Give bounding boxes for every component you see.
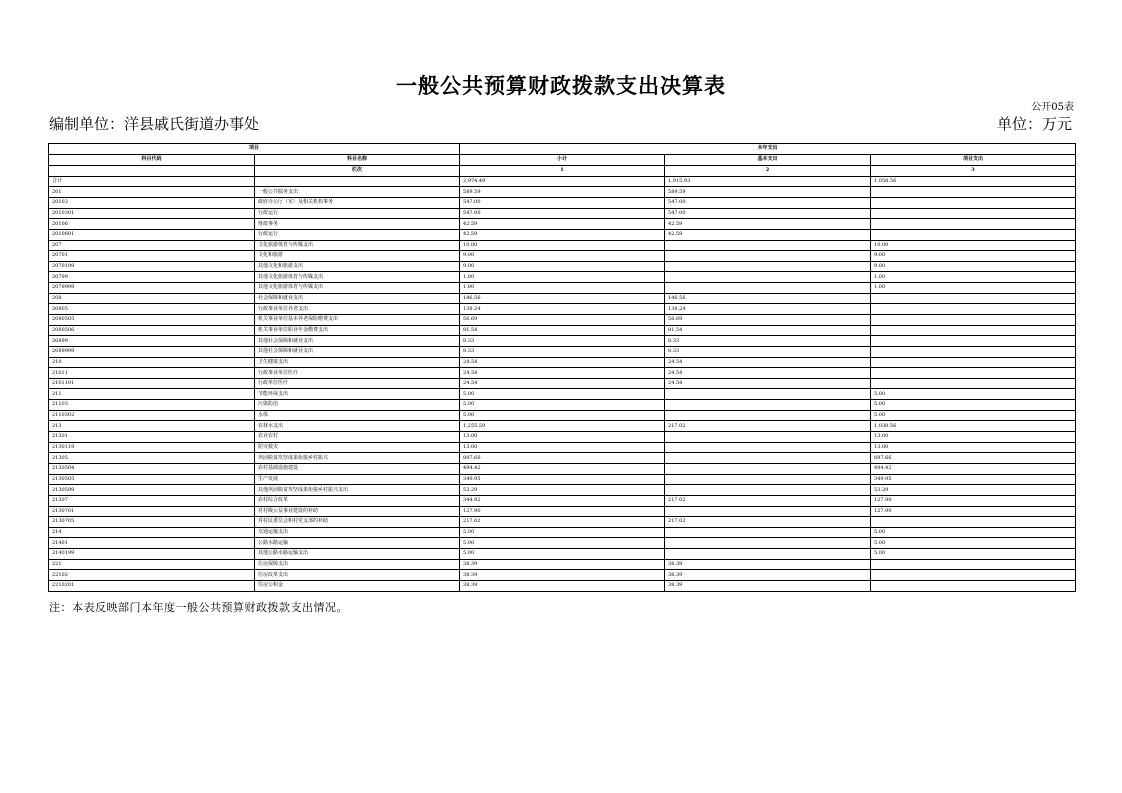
table-row bbox=[49, 538, 1076, 549]
cell-code: 2089999 bbox=[49, 346, 255, 357]
cell-basic: 24.54 bbox=[665, 357, 871, 368]
cell-code: 20799 bbox=[49, 272, 255, 283]
cell-total: 1,255.59 bbox=[460, 421, 665, 432]
cell-name: 其他社会保障和就业支出 bbox=[255, 336, 460, 347]
cell-name: 机关事业单位基本养老保险缴费支出 bbox=[255, 315, 460, 326]
cell-name: 节能环保支出 bbox=[255, 389, 460, 400]
table-row bbox=[49, 581, 1076, 592]
cell-basic bbox=[665, 400, 871, 411]
table-row bbox=[49, 570, 1076, 581]
cell-basic: 8.33 bbox=[665, 346, 871, 357]
cell-code: 21307 bbox=[49, 495, 255, 506]
header-row-3 bbox=[49, 165, 1076, 176]
cell-project bbox=[871, 346, 1076, 357]
cell-total: 5.00 bbox=[460, 389, 665, 400]
cell-total: 897.66 bbox=[460, 453, 665, 464]
cell-name: 防灾救灾 bbox=[255, 442, 460, 453]
cell-code: 22102 bbox=[49, 570, 255, 581]
header-subject-name: 科目名称 bbox=[255, 154, 460, 165]
cell-code: 20701 bbox=[49, 251, 255, 262]
cell-project bbox=[871, 357, 1076, 368]
cell-name: 文化和旅游 bbox=[255, 251, 460, 262]
header-project: 项目 bbox=[49, 144, 460, 155]
cell-code: 21103 bbox=[49, 400, 255, 411]
cell-basic: 589.59 bbox=[665, 187, 871, 198]
cell-project bbox=[871, 229, 1076, 240]
cell-name: 行政运行 bbox=[255, 208, 460, 219]
cell-total: 217.02 bbox=[460, 517, 665, 528]
cell-code: 2010601 bbox=[49, 229, 255, 240]
header-subtotal: 小计 bbox=[460, 154, 665, 165]
cell-project bbox=[871, 517, 1076, 528]
cell-code: 20899 bbox=[49, 336, 255, 347]
money-unit: 单位：万元 bbox=[996, 115, 1072, 133]
cell-total: 8.33 bbox=[460, 336, 665, 347]
table-row bbox=[49, 176, 1076, 187]
cell-project: 5.00 bbox=[871, 527, 1076, 538]
cell-code: 21011 bbox=[49, 368, 255, 379]
cell-basic: 24.54 bbox=[665, 368, 871, 379]
table-row bbox=[49, 240, 1076, 251]
cell-basic bbox=[665, 506, 871, 517]
cell-code: 2140199 bbox=[49, 549, 255, 560]
cell-basic: 24.54 bbox=[665, 378, 871, 389]
cell-name: 社会保障和就业支出 bbox=[255, 293, 460, 304]
table-row bbox=[49, 315, 1076, 326]
table-row bbox=[49, 410, 1076, 421]
table-row bbox=[49, 368, 1076, 379]
cell-basic: 42.59 bbox=[665, 229, 871, 240]
cell-project bbox=[871, 368, 1076, 379]
cell-code: 2130705 bbox=[49, 517, 255, 528]
cell-total: 38.39 bbox=[460, 570, 665, 581]
cell-name: 农林水支出 bbox=[255, 421, 460, 432]
cell-total: 53.29 bbox=[460, 485, 665, 496]
cell-total: 5.00 bbox=[460, 538, 665, 549]
cell-total: 127.90 bbox=[460, 506, 665, 517]
cell-project bbox=[871, 315, 1076, 326]
cell-code: 2130505 bbox=[49, 474, 255, 485]
cell-name: 对村民委员会和村党支部的补助 bbox=[255, 517, 460, 528]
table-row bbox=[49, 432, 1076, 443]
cell-name: 农村综合改革 bbox=[255, 495, 460, 506]
cell-code: 21301 bbox=[49, 432, 255, 443]
cell-code: 2101101 bbox=[49, 378, 255, 389]
cell-name: 住房保障支出 bbox=[255, 559, 460, 570]
cell-basic: 42.59 bbox=[665, 219, 871, 230]
cell-total: 10.00 bbox=[460, 240, 665, 251]
cell-project bbox=[871, 197, 1076, 208]
cell-name: 住房公积金 bbox=[255, 581, 460, 592]
table-row bbox=[49, 453, 1076, 464]
table-row bbox=[49, 304, 1076, 315]
cell-total: 146.56 bbox=[460, 293, 665, 304]
cell-total: 42.59 bbox=[460, 219, 665, 230]
cell-code: 213 bbox=[49, 421, 255, 432]
form-number: 公开05表 bbox=[1031, 102, 1074, 113]
table-row bbox=[49, 527, 1076, 538]
cell-code: 2130701 bbox=[49, 506, 255, 517]
cell-total: 1.00 bbox=[460, 283, 665, 294]
table-row bbox=[49, 559, 1076, 570]
table-row bbox=[49, 219, 1076, 230]
cell-name: 行政单位医疗 bbox=[255, 378, 460, 389]
header-project-exp: 项目支出 bbox=[871, 154, 1076, 165]
cell-name: 其他社会保障和就业支出 bbox=[255, 346, 460, 357]
cell-total: 2,974.49 bbox=[460, 176, 665, 187]
cell-name: 行政事业单位医疗 bbox=[255, 368, 460, 379]
cell-project bbox=[871, 293, 1076, 304]
cell-code: 2130119 bbox=[49, 442, 255, 453]
header-subject-code: 科目代码 bbox=[49, 154, 255, 165]
cell-project: 13.00 bbox=[871, 442, 1076, 453]
cell-name: 生产发展 bbox=[255, 474, 460, 485]
cell-name: 一般公共服务支出 bbox=[255, 187, 460, 198]
cell-basic bbox=[665, 463, 871, 474]
cell-project: 5.00 bbox=[871, 549, 1076, 560]
header-basic: 基本支出 bbox=[665, 154, 871, 165]
cell-code: 2210201 bbox=[49, 581, 255, 592]
cell-project: 494.42 bbox=[871, 463, 1076, 474]
table-row bbox=[49, 400, 1076, 411]
table-row bbox=[49, 495, 1076, 506]
cell-code: 21305 bbox=[49, 453, 255, 464]
cell-project: 13.00 bbox=[871, 432, 1076, 443]
cell-total: 24.54 bbox=[460, 357, 665, 368]
header-current-year: 本年支出 bbox=[460, 144, 1076, 155]
cell-name: 其他文化和旅游支出 bbox=[255, 261, 460, 272]
table-row bbox=[49, 272, 1076, 283]
table-row bbox=[49, 517, 1076, 528]
cell-total: 81.54 bbox=[460, 325, 665, 336]
cell-code: 207 bbox=[49, 240, 255, 251]
cell-basic: 1,915.93 bbox=[665, 176, 871, 187]
cell-total: 5.00 bbox=[460, 400, 665, 411]
cell-basic bbox=[665, 283, 871, 294]
cell-total: 42.59 bbox=[460, 229, 665, 240]
header-empty bbox=[49, 165, 255, 176]
cell-project: 5.00 bbox=[871, 389, 1076, 400]
cell-basic bbox=[665, 389, 871, 400]
cell-basic bbox=[665, 453, 871, 464]
cell-total: 13.00 bbox=[460, 442, 665, 453]
cell-name: 政府办公厅（室）及相关机构事务 bbox=[255, 197, 460, 208]
cell-name: 机关事业单位职业年金缴费支出 bbox=[255, 325, 460, 336]
cell-code: 2110302 bbox=[49, 410, 255, 421]
cell-name: 住房改革支出 bbox=[255, 570, 460, 581]
cell-basic: 138.24 bbox=[665, 304, 871, 315]
cell-project: 10.00 bbox=[871, 240, 1076, 251]
cell-total: 589.59 bbox=[460, 187, 665, 198]
header-col2: 2 bbox=[665, 165, 871, 176]
cell-basic bbox=[665, 251, 871, 262]
cell-basic: 217.02 bbox=[665, 421, 871, 432]
cell-name: 其他文化旅游体育与传媒支出 bbox=[255, 272, 460, 283]
cell-project bbox=[871, 570, 1076, 581]
cell-total: 547.00 bbox=[460, 197, 665, 208]
cell-code: 214 bbox=[49, 527, 255, 538]
cell-total: 56.69 bbox=[460, 315, 665, 326]
table-row bbox=[49, 442, 1076, 453]
cell-project: 349.95 bbox=[871, 474, 1076, 485]
cell-code: 201 bbox=[49, 187, 255, 198]
cell-code: 20805 bbox=[49, 304, 255, 315]
cell-basic bbox=[665, 485, 871, 496]
cell-basic: 38.39 bbox=[665, 559, 871, 570]
cell-total: 24.54 bbox=[460, 378, 665, 389]
table-row bbox=[49, 197, 1076, 208]
org-unit: 编制单位：洋县戚氏街道办事处 bbox=[49, 115, 260, 133]
cell-basic bbox=[665, 432, 871, 443]
table-row bbox=[49, 261, 1076, 272]
cell-code: 2070199 bbox=[49, 261, 255, 272]
cell-basic bbox=[665, 261, 871, 272]
table-row bbox=[49, 346, 1076, 357]
table-row bbox=[49, 506, 1076, 517]
cell-total: 344.92 bbox=[460, 495, 665, 506]
cell-basic: 547.00 bbox=[665, 197, 871, 208]
cell-code: 208 bbox=[49, 293, 255, 304]
cell-project bbox=[871, 378, 1076, 389]
header-row-1 bbox=[49, 144, 1076, 155]
cell-project: 5.00 bbox=[871, 400, 1076, 411]
cell-basic: 81.54 bbox=[665, 325, 871, 336]
cell-total: 9.00 bbox=[460, 251, 665, 262]
cell-basic: 146.56 bbox=[665, 293, 871, 304]
cell-basic bbox=[665, 527, 871, 538]
cell-project bbox=[871, 336, 1076, 347]
cell-project: 127.90 bbox=[871, 506, 1076, 517]
cell-project: 53.29 bbox=[871, 485, 1076, 496]
header-row-2 bbox=[49, 154, 1076, 165]
report-title: 一般公共预算财政拨款支出决算表 bbox=[396, 73, 726, 98]
expenditure-table bbox=[48, 143, 1076, 592]
cell-code: 2080506 bbox=[49, 325, 255, 336]
cell-project: 9.00 bbox=[871, 261, 1076, 272]
table-row bbox=[49, 229, 1076, 240]
cell-code: 210 bbox=[49, 357, 255, 368]
cell-code: 2079999 bbox=[49, 283, 255, 294]
cell-project bbox=[871, 219, 1076, 230]
cell-total: 8.33 bbox=[460, 346, 665, 357]
cell-code: 2130504 bbox=[49, 463, 255, 474]
cell-code: 2010301 bbox=[49, 208, 255, 219]
cell-name: 其他文化旅游体育与传媒支出 bbox=[255, 283, 460, 294]
cell-name: 文化旅游体育与传媒支出 bbox=[255, 240, 460, 251]
cell-total: 38.39 bbox=[460, 581, 665, 592]
cell-name bbox=[255, 176, 460, 187]
table-row bbox=[49, 378, 1076, 389]
cell-basic: 217.02 bbox=[665, 517, 871, 528]
cell-project: 127.90 bbox=[871, 495, 1076, 506]
cell-basic bbox=[665, 442, 871, 453]
cell-basic bbox=[665, 272, 871, 283]
cell-name: 财政事务 bbox=[255, 219, 460, 230]
cell-basic: 8.33 bbox=[665, 336, 871, 347]
header-col3: 3 bbox=[871, 165, 1076, 176]
cell-project: 897.66 bbox=[871, 453, 1076, 464]
cell-basic: 38.39 bbox=[665, 570, 871, 581]
footnote: 注：本表反映部门本年度一般公共预算财政拨款支出情况。 bbox=[49, 601, 348, 614]
cell-total: 5.00 bbox=[460, 410, 665, 421]
cell-basic: 547.00 bbox=[665, 208, 871, 219]
cell-project: 1,058.56 bbox=[871, 176, 1076, 187]
cell-basic bbox=[665, 474, 871, 485]
cell-project: 1,038.56 bbox=[871, 421, 1076, 432]
cell-name: 污染防治 bbox=[255, 400, 460, 411]
cell-name: 农村基础设施建设 bbox=[255, 463, 460, 474]
cell-project bbox=[871, 559, 1076, 570]
cell-basic: 56.69 bbox=[665, 315, 871, 326]
cell-project bbox=[871, 187, 1076, 198]
cell-project: 5.00 bbox=[871, 410, 1076, 421]
cell-name: 行政运行 bbox=[255, 229, 460, 240]
cell-total: 24.54 bbox=[460, 368, 665, 379]
table-row bbox=[49, 485, 1076, 496]
table-row bbox=[49, 549, 1076, 560]
cell-project bbox=[871, 304, 1076, 315]
cell-project: 1.00 bbox=[871, 283, 1076, 294]
cell-project: 9.00 bbox=[871, 251, 1076, 262]
cell-code: 20103 bbox=[49, 197, 255, 208]
cell-name: 对村级公益事业建设的补助 bbox=[255, 506, 460, 517]
cell-project bbox=[871, 208, 1076, 219]
cell-name: 其他巩固脱贫攻坚成果衔接乡村振兴支出 bbox=[255, 485, 460, 496]
cell-total: 5.00 bbox=[460, 527, 665, 538]
table-row bbox=[49, 389, 1076, 400]
table-row bbox=[49, 421, 1076, 432]
cell-name: 巩固脱贫攻坚成果衔接乡村振兴 bbox=[255, 453, 460, 464]
table-row bbox=[49, 463, 1076, 474]
cell-name: 农业农村 bbox=[255, 432, 460, 443]
cell-total: 494.42 bbox=[460, 463, 665, 474]
cell-total: 9.00 bbox=[460, 261, 665, 272]
table-row bbox=[49, 357, 1076, 368]
cell-code: 2080505 bbox=[49, 315, 255, 326]
cell-code: 2130599 bbox=[49, 485, 255, 496]
cell-total: 138.24 bbox=[460, 304, 665, 315]
header-col1: 1 bbox=[460, 165, 665, 176]
cell-name: 其他公路水路运输支出 bbox=[255, 549, 460, 560]
cell-basic: 217.02 bbox=[665, 495, 871, 506]
cell-project bbox=[871, 325, 1076, 336]
cell-project: 5.00 bbox=[871, 538, 1076, 549]
cell-code: 合计 bbox=[49, 176, 255, 187]
cell-code: 221 bbox=[49, 559, 255, 570]
cell-code: 211 bbox=[49, 389, 255, 400]
cell-total: 547.00 bbox=[460, 208, 665, 219]
cell-total: 38.39 bbox=[460, 559, 665, 570]
cell-basic bbox=[665, 240, 871, 251]
table-row bbox=[49, 336, 1076, 347]
cell-basic bbox=[665, 549, 871, 560]
cell-name: 水体 bbox=[255, 410, 460, 421]
table-row bbox=[49, 325, 1076, 336]
cell-total: 349.95 bbox=[460, 474, 665, 485]
cell-name: 卫生健康支出 bbox=[255, 357, 460, 368]
cell-project bbox=[871, 581, 1076, 592]
cell-total: 13.00 bbox=[460, 432, 665, 443]
cell-name: 交通运输支出 bbox=[255, 527, 460, 538]
cell-name: 行政事业单位养老支出 bbox=[255, 304, 460, 315]
table-row bbox=[49, 208, 1076, 219]
cell-total: 5.00 bbox=[460, 549, 665, 560]
table-row bbox=[49, 187, 1076, 198]
table-row bbox=[49, 293, 1076, 304]
cell-basic bbox=[665, 538, 871, 549]
table-row bbox=[49, 251, 1076, 262]
cell-name: 公路水路运输 bbox=[255, 538, 460, 549]
cell-total: 1.00 bbox=[460, 272, 665, 283]
cell-code: 20106 bbox=[49, 219, 255, 230]
cell-basic: 38.39 bbox=[665, 581, 871, 592]
cell-code: 21401 bbox=[49, 538, 255, 549]
cell-project: 1.00 bbox=[871, 272, 1076, 283]
cell-basic bbox=[665, 410, 871, 421]
header-column-order: 栏次 bbox=[255, 165, 460, 176]
table-row bbox=[49, 283, 1076, 294]
table-row bbox=[49, 474, 1076, 485]
